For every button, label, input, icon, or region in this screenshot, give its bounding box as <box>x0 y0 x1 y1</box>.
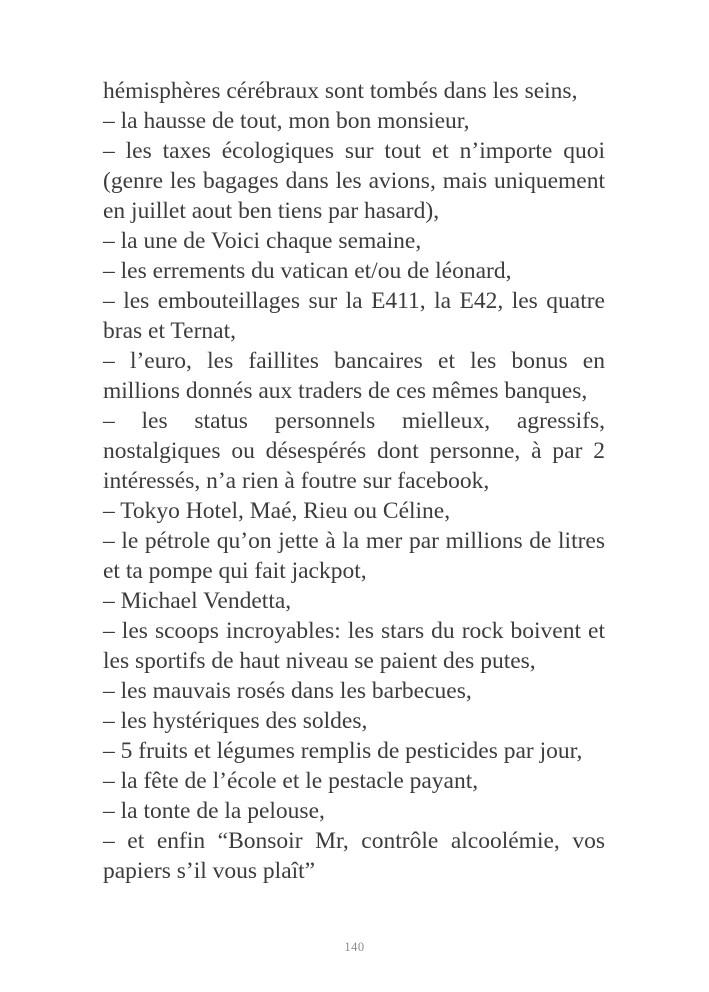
paragraph: – la hausse de tout, mon bon monsieur, <box>103 108 470 134</box>
paragraph: – l’euro, les faillites bancaires et les bonus en millions donnés aux traders de ces mêmes banques, <box>103 348 605 404</box>
paragraph: – les mauvais rosés dans les barbecues, <box>103 678 472 704</box>
paragraph: – les taxes écologiques sur tout et n’importe quoi (genre les bagages dans les avions, mais uniquement en juillet aout ben tiens par hasard), <box>103 138 605 224</box>
paragraph: – les scoops incroyables: les stars du rock boivent et les sportifs de haut niveau se paient des putes, <box>103 618 605 674</box>
page-number: 140 <box>344 940 365 954</box>
paragraph: – les errements du vatican et/ou de léonard, <box>103 258 512 284</box>
paragraph: hémisphères cérébraux sont tombés dans les seins, <box>103 78 578 104</box>
paragraph: – la fête de l’école et le pestacle payant, <box>103 768 479 794</box>
paragraph: – les hystériques des soldes, <box>103 708 368 734</box>
paragraph: – les embouteillages sur la E411, la E42, les quatre bras et Ternat, <box>103 288 605 344</box>
paragraph: – le pétrole qu’on jette à la mer par millions de litres et ta pompe qui fait jackpot, <box>103 528 605 584</box>
paragraph: – Tokyo Hotel, Maé, Rieu ou Céline, <box>103 498 451 524</box>
paragraph: – Michael Vendetta, <box>103 588 292 614</box>
paragraph: – 5 fruits et légumes remplis de pesticides par jour, <box>103 738 583 764</box>
paragraph: – la tonte de la pelouse, <box>103 798 325 824</box>
paragraph: – la une de Voici chaque semaine, <box>103 228 422 254</box>
paragraph: – et enfin “Bonsoir Mr, contrôle alcoolémie, vos papiers s’il vous plaît” <box>103 828 605 884</box>
paragraph: – les status personnels mielleux, agressifs, nostalgiques ou désespérés dont personne, à par 2 intéressés, n’a rien à foutre sur facebook, <box>103 408 605 494</box>
text-block <box>103 76 605 886</box>
